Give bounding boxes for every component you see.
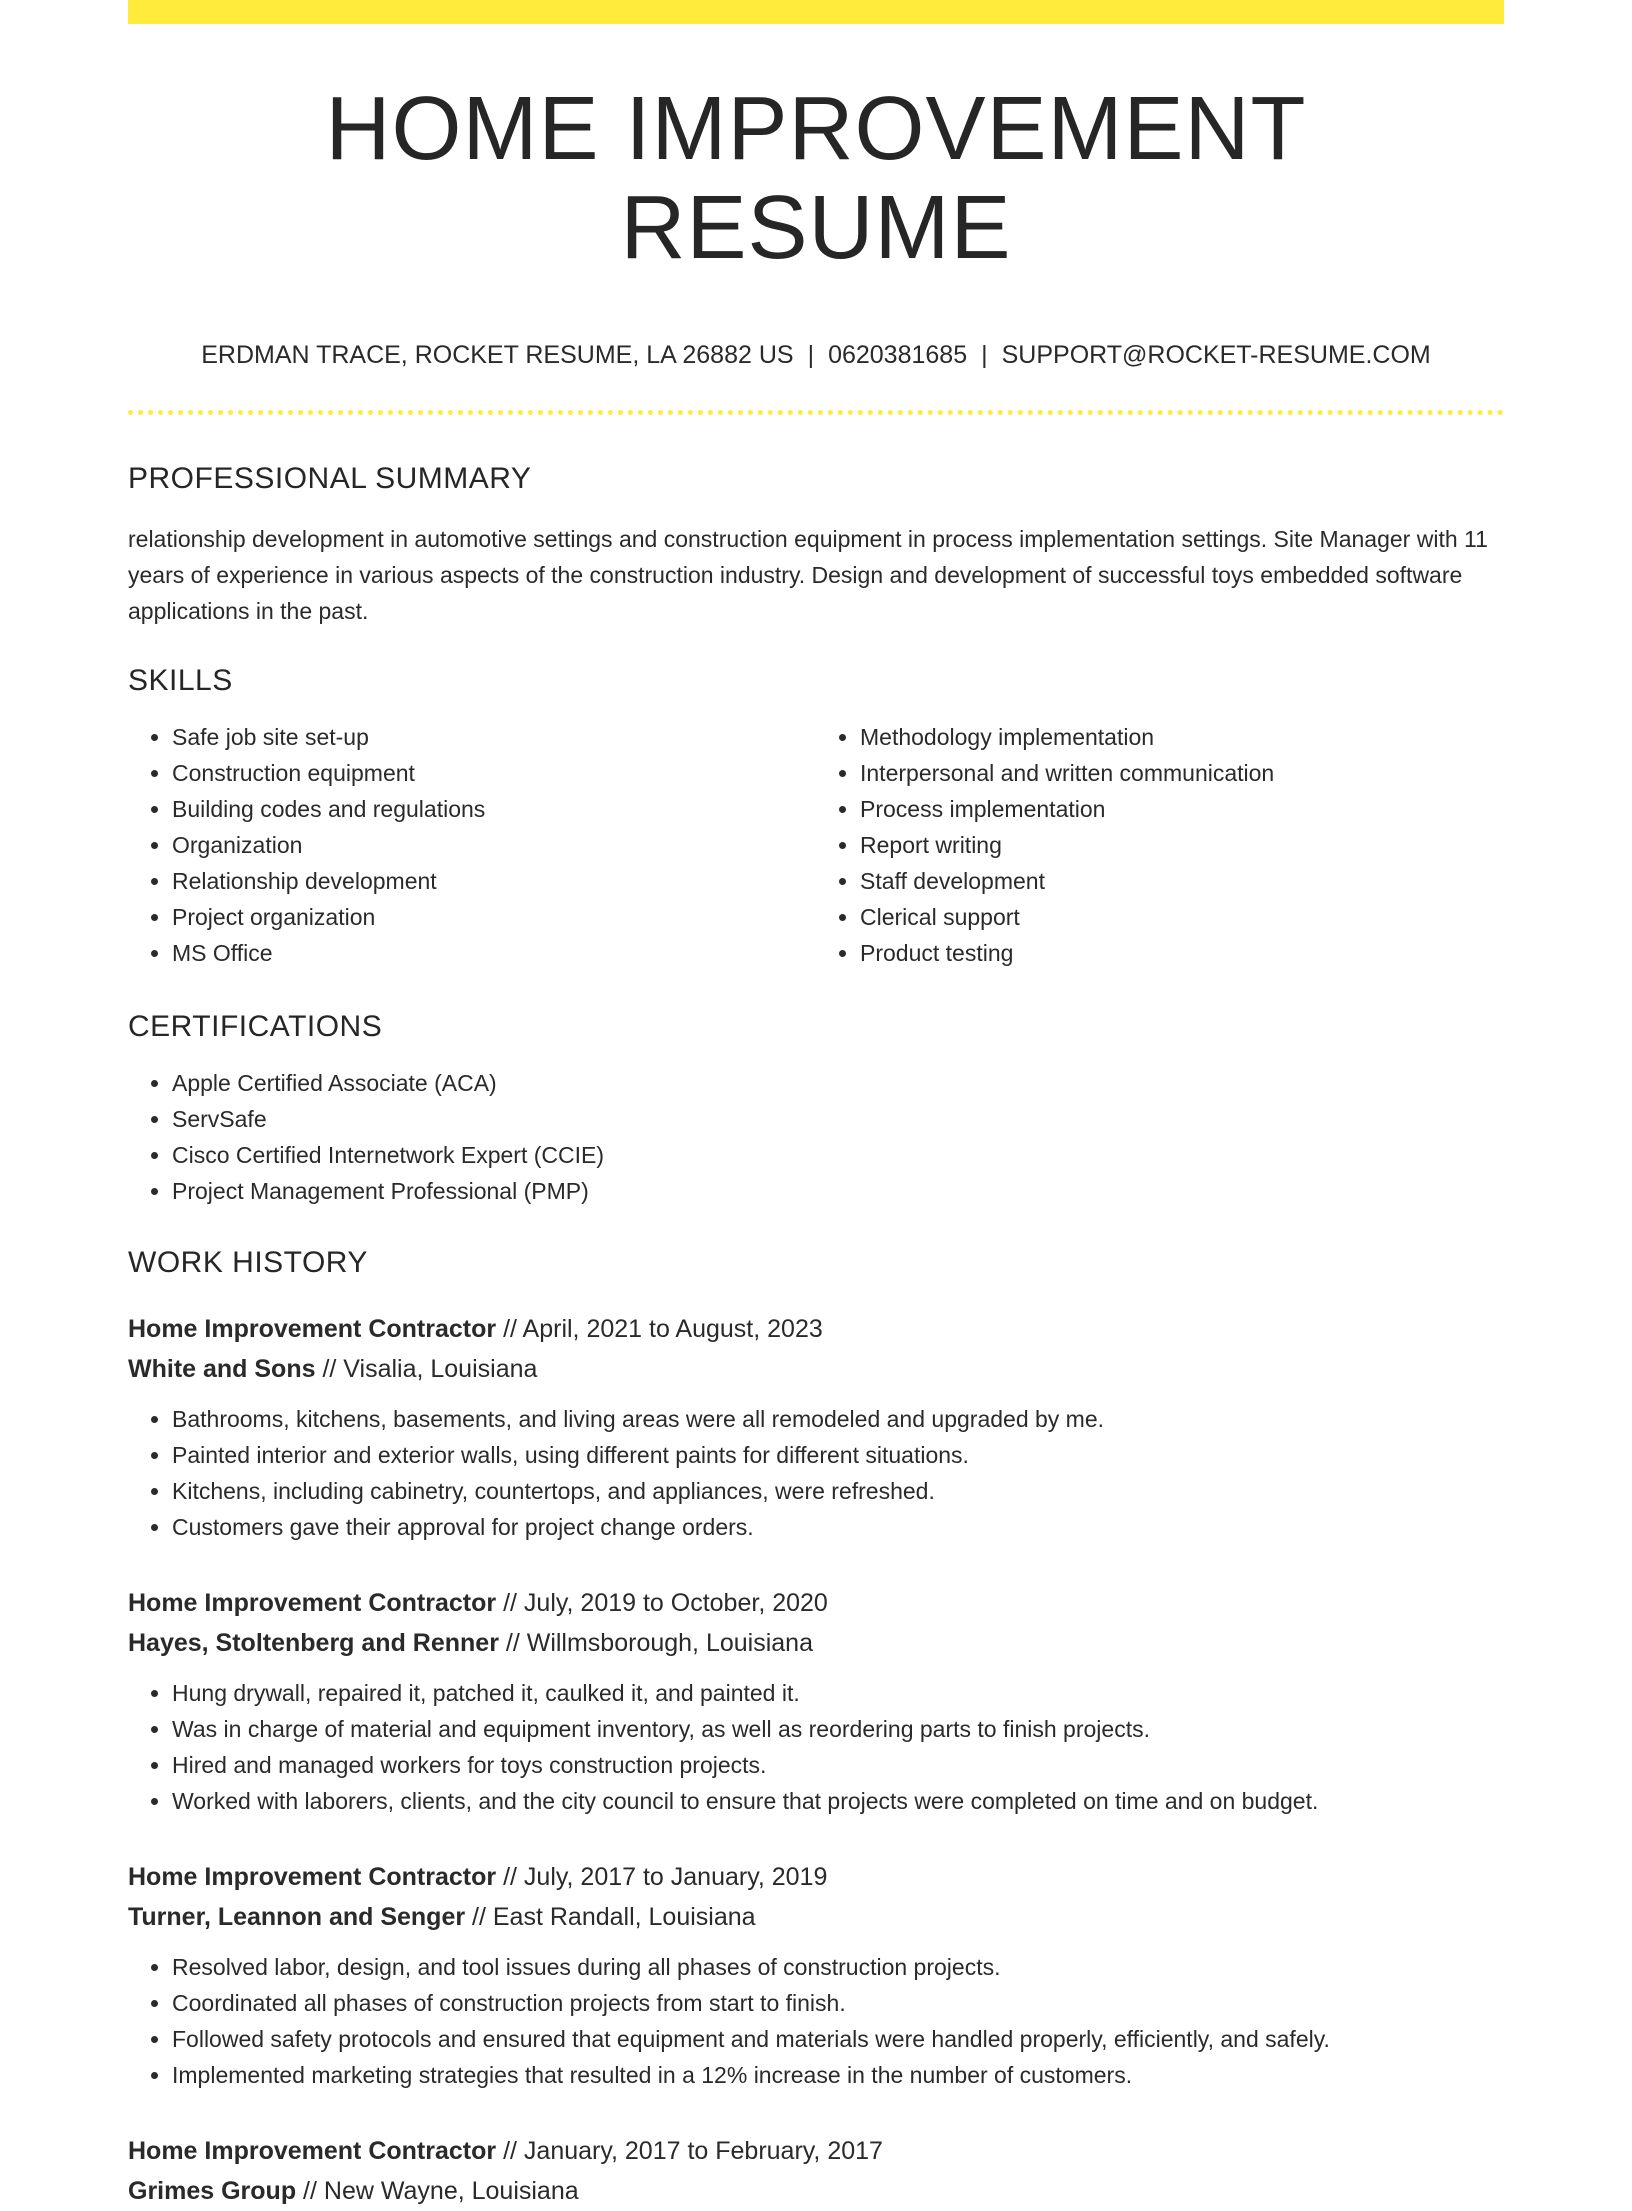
page-title: HOME IMPROVEMENT RESUME: [325, 79, 1307, 278]
contact-phone: 0620381685: [828, 341, 968, 369]
job-dates: // April, 2021 to August, 2023: [503, 1315, 823, 1343]
job-location: // Visalia, Louisiana: [322, 1355, 538, 1383]
summary-text: relationship development in automotive settings and construction equipment in process implementation settings. Site Manager with 11 years of experience in various aspects of the construction industry. Design and development of successful toys embedded software applications in the past.: [128, 526, 1488, 624]
job-location: // New Wayne, Louisiana: [303, 2177, 579, 2205]
job-bullet: • Hired and managed workers for toys construction projects.: [172, 1747, 1504, 1783]
job-bullet: • Coordinated all phases of construction projects from start to finish.: [172, 1985, 1504, 2021]
skill-item: • Report writing: [860, 827, 1504, 863]
skill-item: • Process implementation: [860, 791, 1504, 827]
resume-page: [128, 0, 1504, 2211]
job-entry: [128, 1857, 1504, 2093]
certification-item: • ServSafe: [172, 1101, 1504, 1137]
job-dates: // July, 2019 to October, 2020: [503, 1589, 828, 1617]
job-company: Turner, Leannon and Senger: [128, 1903, 466, 1931]
job-bullet: • Kitchens, including cabinetry, countertops, and appliances, were refreshed.: [172, 1473, 1504, 1509]
certifications-list: [128, 1065, 1504, 1209]
certification-item: • Project Management Professional (PMP): [172, 1173, 1504, 1209]
job-title-line: [128, 1583, 1504, 1623]
job-title-line: [128, 2131, 1504, 2171]
job-bullet: • Painted interior and exterior walls, using different paints for different situations.: [172, 1437, 1504, 1473]
certification-item: • Apple Certified Associate (ACA): [172, 1065, 1504, 1101]
skill-item: • Organization: [172, 827, 816, 863]
skills-heading: SKILLS: [128, 664, 233, 697]
job-bullet: • Was in charge of material and equipment inventory, as well as reordering parts to finish projects.: [172, 1711, 1504, 1747]
job-bullet: • Followed safety protocols and ensured that equipment and materials were handled properly, efficiently, and safely.: [172, 2021, 1504, 2057]
summary-heading: PROFESSIONAL SUMMARY: [128, 462, 532, 495]
contact-address: ERDMAN TRACE, ROCKET RESUME, LA 26882 US: [201, 341, 794, 369]
job-company: White and Sons: [128, 1355, 316, 1383]
certification-item: • Cisco Certified Internetwork Expert (CCIE): [172, 1137, 1504, 1173]
skills-list: [128, 719, 1504, 971]
contact-separator: |: [981, 341, 988, 369]
certifications-heading: CERTIFICATIONS: [128, 1010, 383, 1043]
skill-item: • Product testing: [860, 935, 1504, 971]
job-dates: // January, 2017 to February, 2017: [503, 2137, 883, 2165]
job-company-line: [128, 1623, 1504, 1663]
skill-item: • Clerical support: [860, 899, 1504, 935]
work-history-heading: WORK HISTORY: [128, 1246, 368, 1279]
job-entry: [128, 1309, 1504, 1545]
skill-item: • Construction equipment: [172, 755, 816, 791]
job-bullets: [128, 1949, 1504, 2093]
job-bullet: • Implemented marketing strategies that resulted in a 12% increase in the number of customers.: [172, 2057, 1504, 2093]
skill-item: • Building codes and regulations: [172, 791, 816, 827]
job-bullet: • Customers gave their approval for project change orders.: [172, 1509, 1504, 1545]
contact-separator: |: [807, 341, 815, 369]
job-company: Grimes Group: [128, 2177, 297, 2205]
job-entry: [128, 2131, 1504, 2211]
job-bullet: • Worked with laborers, clients, and the city council to ensure that projects were completed on time and on budget.: [172, 1783, 1504, 1819]
job-company-line: [128, 2171, 1504, 2211]
job-bullets: [128, 1675, 1504, 1819]
job-company-line: [128, 1349, 1504, 1389]
job-title: Home Improvement Contractor: [128, 1863, 497, 1891]
skill-item: • Methodology implementation: [860, 719, 1504, 755]
job-title: Home Improvement Contractor: [128, 2137, 497, 2165]
job-bullet: • Hung drywall, repaired it, patched it, caulked it, and painted it.: [172, 1675, 1504, 1711]
accent-top-bar: [128, 0, 1504, 24]
job-title: Home Improvement Contractor: [128, 1589, 497, 1617]
skills-column-left: [128, 719, 816, 971]
job-title-line: [128, 1857, 1504, 1897]
job-dates: // July, 2017 to January, 2019: [503, 1863, 828, 1891]
skill-item: • Staff development: [860, 863, 1504, 899]
skills-column-right: [816, 719, 1504, 971]
job-bullets: [128, 1401, 1504, 1545]
job-company: Hayes, Stoltenberg and Renner: [128, 1629, 499, 1657]
job-bullet: • Resolved labor, design, and tool issues during all phases of construction projects.: [172, 1949, 1504, 1985]
skill-item: • Relationship development: [172, 863, 816, 899]
dotted-divider: [128, 410, 1504, 415]
job-location: // East Randall, Louisiana: [472, 1903, 756, 1931]
skill-item: • Interpersonal and written communication: [860, 755, 1504, 791]
skill-item: • MS Office: [172, 935, 816, 971]
job-bullet: • Bathrooms, kitchens, basements, and living areas were all remodeled and upgraded by me.: [172, 1401, 1504, 1437]
job-title-line: [128, 1309, 1504, 1349]
contact-email: SUPPORT@ROCKET-RESUME.COM: [1001, 341, 1431, 369]
job-location: // Willmsborough, Louisiana: [505, 1629, 813, 1657]
skill-item: • Project organization: [172, 899, 816, 935]
job-entry: [128, 1583, 1504, 1819]
skill-item: • Safe job site set-up: [172, 719, 816, 755]
job-company-line: [128, 1897, 1504, 1937]
contact-line: [128, 340, 1504, 370]
job-title: Home Improvement Contractor: [128, 1315, 497, 1343]
